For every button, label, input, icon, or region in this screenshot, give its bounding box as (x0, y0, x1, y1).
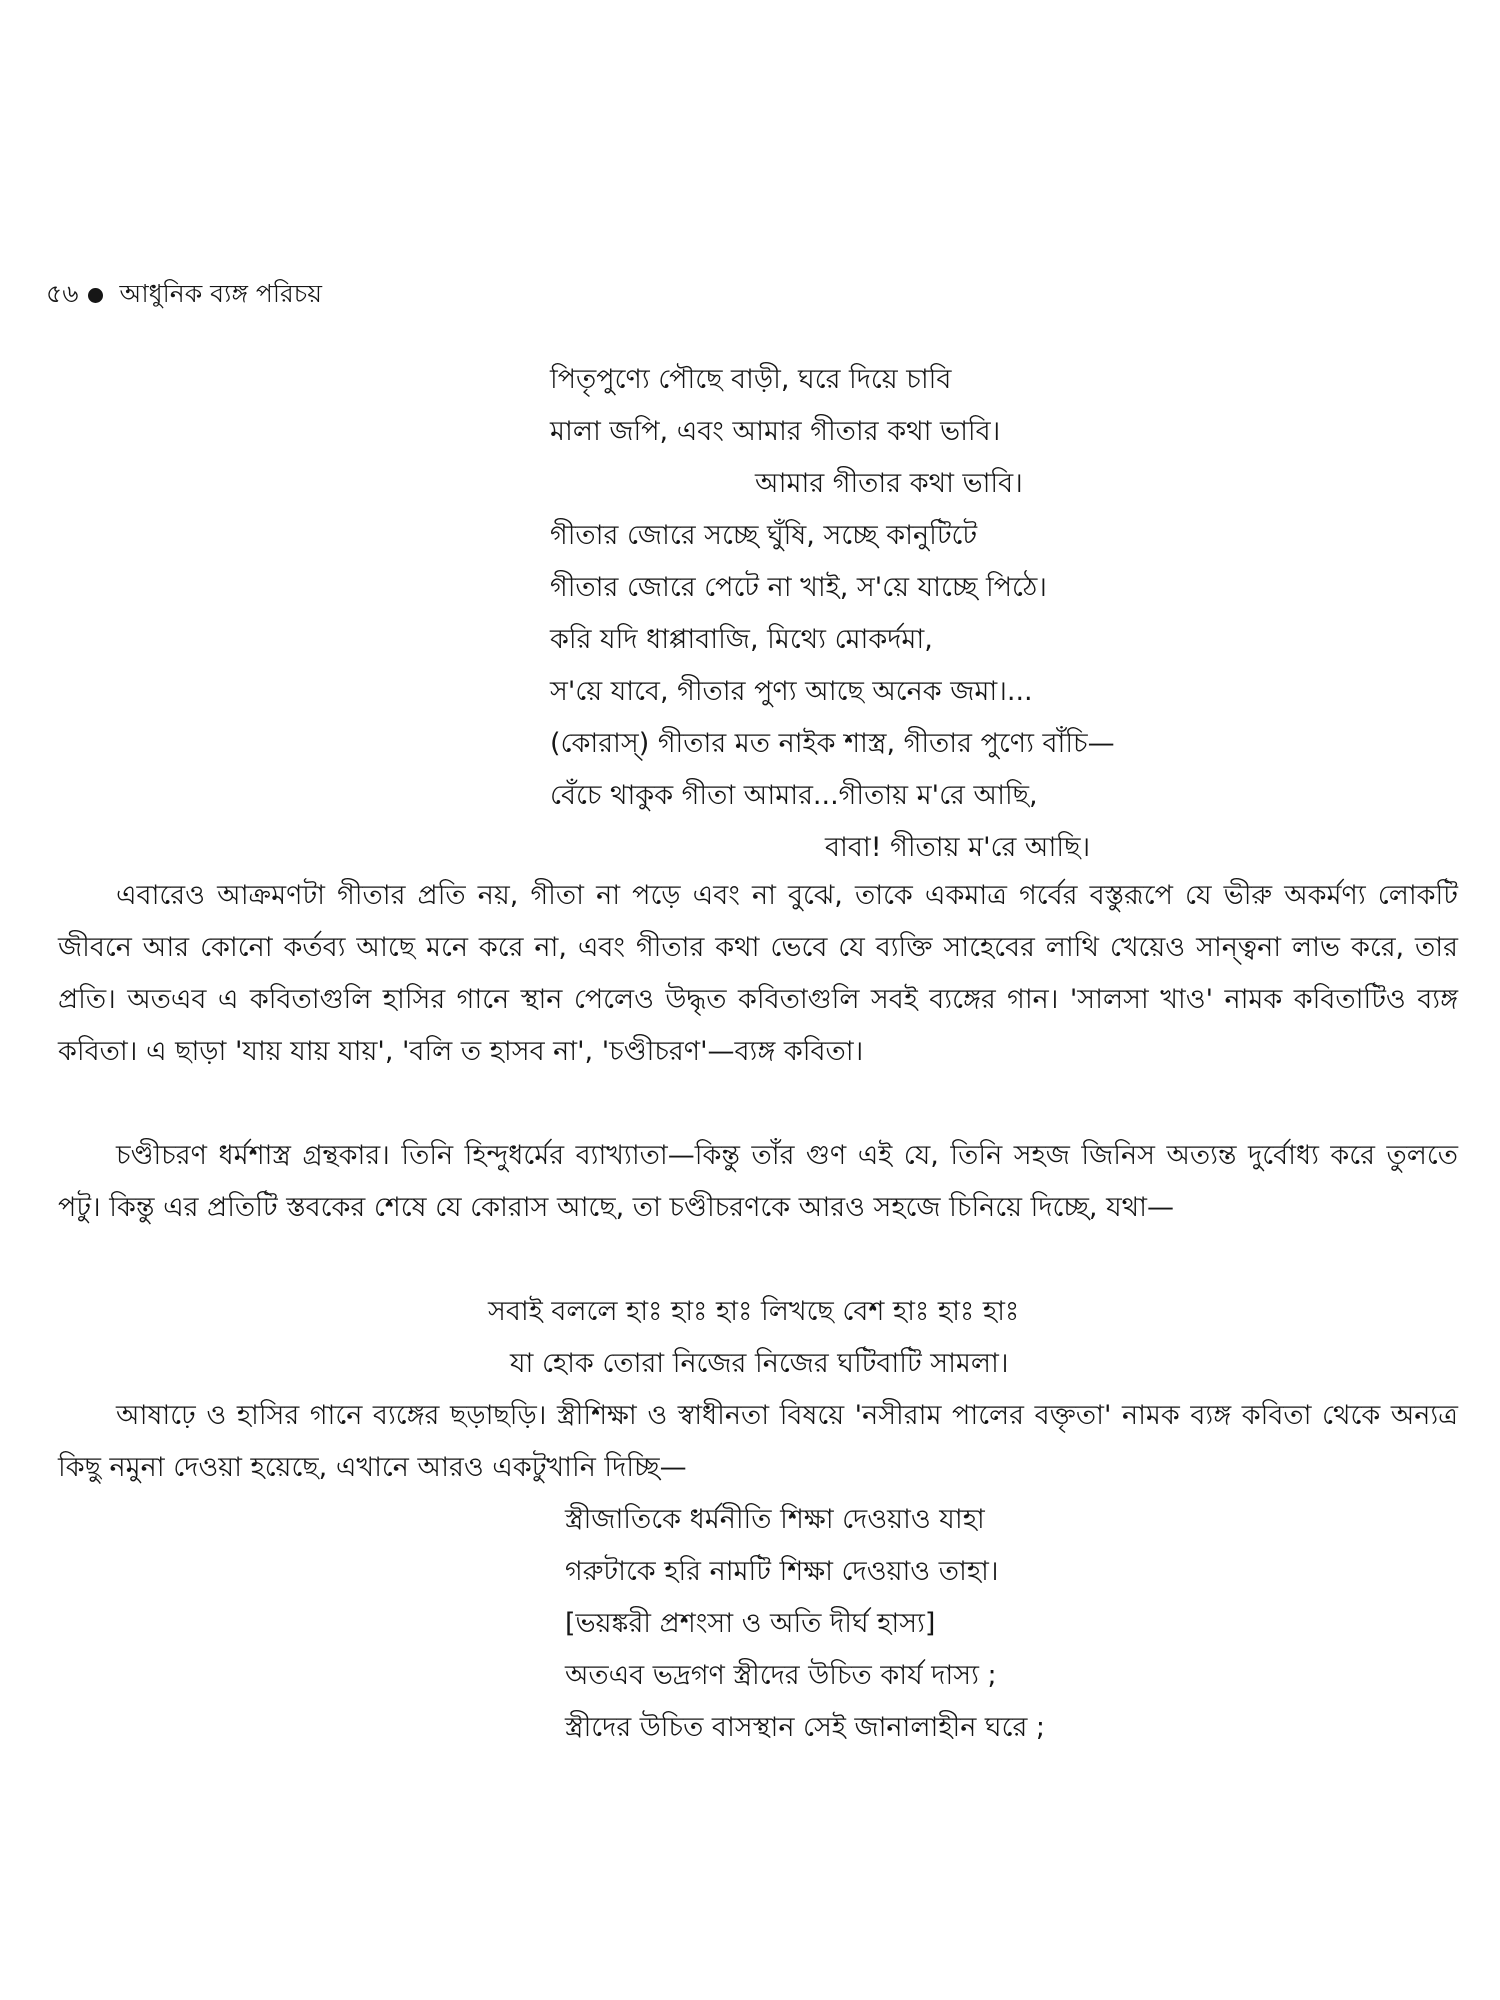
verse-line: (কোরাস্) গীতার মত নাইক শাস্ত্র, গীতার পুণ্যে বাঁচি— (550, 728, 1115, 759)
running-header (46, 274, 322, 317)
verse-line: গরুটাকে হরি নামটি শিক্ষা দেওয়াও তাহা। (565, 1556, 999, 1587)
verse-block-3 (565, 1494, 1045, 1754)
verse-line: বাবা! গীতায় ম'রে আছি। (825, 832, 1091, 863)
verse-line: বেঁচে থাকুক গীতা আমার...গীতায় ম'রে আছি, (550, 780, 1038, 811)
verse-line: আমার গীতার কথা ভাবি। (755, 468, 1023, 499)
verse-line: স'য়ে যাবে, গীতার পুণ্য আছে অনেক জমা।... (550, 676, 1033, 707)
verse-block-2 (488, 1286, 1019, 1390)
verse-line: স্ত্রীজাতিকে ধর্মনীতি শিক্ষা দেওয়াও যাহা (565, 1504, 985, 1535)
verse-line: যা হোক তোরা নিজের নিজের ঘটিবাটি সামলা। (510, 1348, 1009, 1379)
verse-line: করি যদি ধাপ্পাবাজি, মিথ্যে মোকর্দমা, (550, 624, 933, 655)
verse-line: স্ত্রীদের উচিত বাসস্থান সেই জানালাহীন ঘরে ; (565, 1712, 1045, 1743)
page-number: ৫৬ (46, 279, 79, 308)
body-paragraph: এবারেও আক্রমণটা গীতার প্রতি নয়, গীতা না পড়ে এবং না বুঝে, তাকে একমাত্র গর্বের বস্তুরূপে যে ভীরু অকর্মণ্য লোকটি জীবনে আর কোনো কর্তব্য আছে মনে করে না, এবং গীতার কথা ভেবে যে ব্যক্তি সাহেবের লাথি খেয়েও সান্ত্বনা লাভ করে, তার প্রতি। অতএব এ কবিতাগুলি হাসির গানে স্থান পেলেও উদ্ধৃত কবিতাগুলি সবই ব্যঙ্গের গান। 'সালসা খাও' নামক কবিতাটিও ব্যঙ্গ কবিতা। এ ছাড়া 'যায় যায় যায়', 'বলি ত হাসব না', 'চণ্ডীচরণ'—ব্যঙ্গ কবিতা। (58, 880, 1458, 1067)
verse-line: গীতার জোরে পেটে না খাই, স'য়ে যাচ্ছে পিঠে। (550, 572, 1047, 603)
body-paragraph: আষাঢ়ে ও হাসির গানে ব্যঙ্গের ছড়াছড়ি। স্ত্রীশিক্ষা ও স্বাধীনতা বিষয়ে 'নসীরাম পালের বক্তৃতা' নামক ব্যঙ্গ কবিতা থেকে অন্যত্র কিছু নমুনা দেওয়া হয়েছে, এখানে আরও একটুখানি দিচ্ছি— (58, 1400, 1458, 1483)
verse-line: পিতৃপুণ্যে পৌছে বাড়ী, ঘরে দিয়ে চাবি (550, 364, 952, 395)
bullet-dot-icon (88, 288, 103, 303)
verse-line: মালা জপি, এবং আমার গীতার কথা ভাবি। (550, 416, 1001, 447)
verse-line: সবাই বললে হাঃ হাঃ হাঃ লিখছে বেশ হাঃ হাঃ হাঃ (488, 1296, 1020, 1327)
verse-block-1 (550, 354, 1115, 874)
book-title: আধুনিক ব্যঙ্গ পরিচয় (119, 279, 322, 308)
verse-line: [ভয়ঙ্করী প্রশংসা ও অতি দীর্ঘ হাস্য] (565, 1608, 936, 1639)
verse-line: গীতার জোরে সচ্ছে ঘুঁষি, সচ্ছে কানুটিটে (550, 520, 978, 551)
verse-line: অতএব ভদ্রগণ স্ত্রীদের উচিত কার্য দাস্য ; (565, 1660, 997, 1691)
body-paragraph: চণ্ডীচরণ ধর্মশাস্ত্র গ্রন্থকার। তিনি হিন্দুধর্মের ব্যাখ্যাতা—কিন্তু তাঁর গুণ এই যে, তিনি সহজ জিনিস অত্যন্ত দুর্বোধ্য করে তুলতে পটু। কিন্তু এর প্রতিটি স্তবকের শেষে যে কোরাস আছে, তা চণ্ডীচরণকে আরও সহজে চিনিয়ে দিচ্ছে, যথা— (58, 1140, 1458, 1223)
